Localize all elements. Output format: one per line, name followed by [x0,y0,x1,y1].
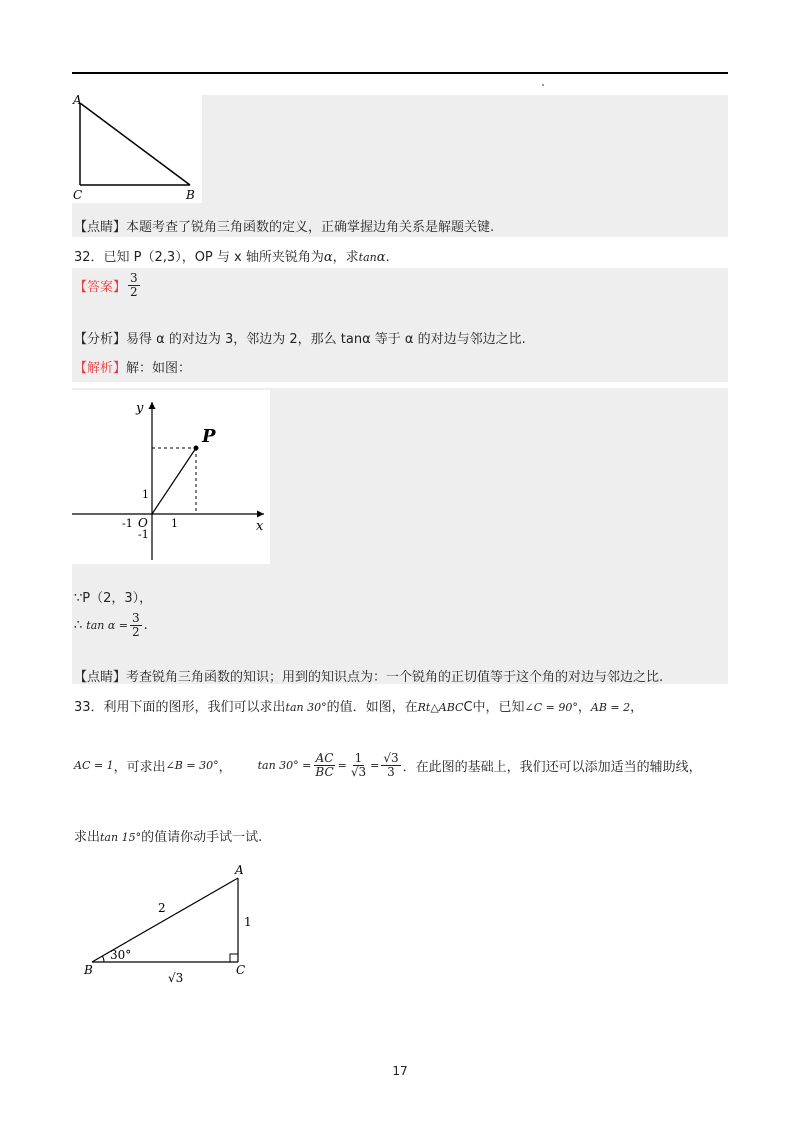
dianjing-2-text: 考查锐角三角函数的知识；用到的知识点为：一个锐角的正切值等于这个角的对边与邻边之比. [126,670,664,685]
q33-comma: ， [577,700,591,715]
right-angle-mark [230,954,238,962]
header-dot [542,84,544,86]
q33-frac2-den: √3 [350,765,367,779]
q33-l1c: 中，已知 [472,700,525,715]
q33-line-2 [74,752,702,779]
q32-tan: tan [358,251,377,264]
q33-tan30eq: tan 30° = [257,759,312,772]
label-o: O [138,516,148,530]
label-side-bc: √3 [168,971,184,985]
q33-angle-c: ∠C = 90° [524,701,578,714]
triangle-abc-diagram [72,95,202,203]
analysis-text: 易得 α 的对边为 3，邻边为 2，那么 tanα 等于 α 的对边与邻边之比. [126,332,526,347]
therefore-expr: tan α = [86,619,128,632]
figure-coordinate-plane [72,390,270,564]
solution-text: 解：如图： [126,361,192,376]
vertex-c-label: C [73,188,83,202]
vertex-c: C [236,963,246,977]
figure-triangle-abc [72,95,202,203]
q33-frac2-num: 1 [354,751,363,765]
label-side-ac: 1 [244,915,252,929]
point-p [194,446,199,451]
q33-comma2: ， [630,700,644,715]
dianjing-2-tag: 【点睛】 [74,670,127,685]
dianjing-1-tag: 【点睛】 [74,220,127,235]
q33-line-1 [74,696,643,715]
solution-tag: 【解析】 [74,361,127,376]
label-y-neg1: -1 [138,528,149,541]
answer-line [74,272,142,299]
dianjing-1-text: 本题考查了锐角三角函数的定义，正确掌握边角关系是解题关键. [126,220,495,235]
q33-frac-1-sqrt3 [349,752,368,779]
therefore-den: 2 [131,625,140,639]
q33-frac1-den: BC [315,765,334,779]
vertex-b-label: B [186,188,195,202]
figure-right-triangle-30 [80,860,270,994]
question-32 [74,246,390,265]
answer-den: 2 [130,285,138,299]
q33-tan15: tan 15° [100,831,142,844]
q33-frac1-num: AC [315,751,334,765]
label-y-one: 1 [142,488,149,501]
dianjing-1 [74,216,494,235]
q33-ac: AC = 1 [74,759,114,772]
dianjing-2 [74,666,663,685]
q33-l1a: 33．利用下面的图形，我们可以求出 [74,700,286,715]
q33-rt: Rt△ABC [417,701,464,714]
answer-fraction [128,272,140,299]
segment-op [152,448,196,514]
label-x: x [256,519,264,534]
q33-angle-b: ∠B = 30° [165,759,219,772]
label-x-one: 1 [171,517,178,530]
coordinate-diagram [72,390,270,564]
analysis-line [74,328,526,347]
q33-eq1: = [337,759,347,772]
therefore-line [74,612,148,639]
label-y: y [136,401,144,416]
q33-l3b: 的值请你动手试一试. [141,830,263,845]
q32-mid: ，求 [332,250,359,265]
q33-frac-sqrt3-3 [381,752,400,779]
q33-eq2: = [370,759,380,772]
therefore-symbol: ∴ [74,618,83,633]
q33-l1b: 的值．如图，在 [326,700,418,715]
solution-line [74,357,191,376]
q33-line-3 [74,826,262,845]
q33-frac-ac-bc [313,752,335,779]
q33-tan30: tan 30° [285,701,327,714]
header-rule [72,72,728,74]
vertex-a: A [235,863,244,877]
q33-l2a: ，可求出 [113,760,166,775]
therefore-fraction [130,612,142,639]
page-number: 17 [392,1064,408,1078]
therefore-end: . [143,618,148,633]
q33-l2b: ， [218,760,232,775]
q33-ab: AB = 2 [590,701,631,714]
therefore-num: 3 [131,611,140,625]
q33-c: C [463,700,473,715]
label-angle-30: 30° [110,948,132,962]
analysis-tag: 【分析】 [74,332,127,347]
label-p: P [202,426,216,447]
q32-prefix: 32．已知 P（2,3），OP 与 x 轴所夹锐角为 [74,250,324,265]
label-x-neg1: -1 [122,517,133,530]
q32-alpha: α [323,250,333,265]
vertex-b: B [84,963,93,977]
answer-tag: 【答案】 [74,280,127,295]
because-line: ∵P（2，3）， [74,591,153,606]
q32-end: . [385,250,390,265]
triangle-30-diagram [80,860,270,994]
q33-frac3-den: 3 [387,765,395,779]
vertex-a-label: A [73,95,82,107]
q33-l3a: 求出 [74,830,101,845]
answer-num: 3 [130,271,138,285]
side-ab [80,103,190,185]
angle-arc-b [102,956,104,962]
q33-l2c: ．在此图的基础上，我们还可以添加适当的辅助线， [402,760,702,775]
q32-alpha-2: α [376,250,386,265]
label-side-ab: 2 [158,901,166,915]
q33-frac3-num: √3 [383,751,399,765]
